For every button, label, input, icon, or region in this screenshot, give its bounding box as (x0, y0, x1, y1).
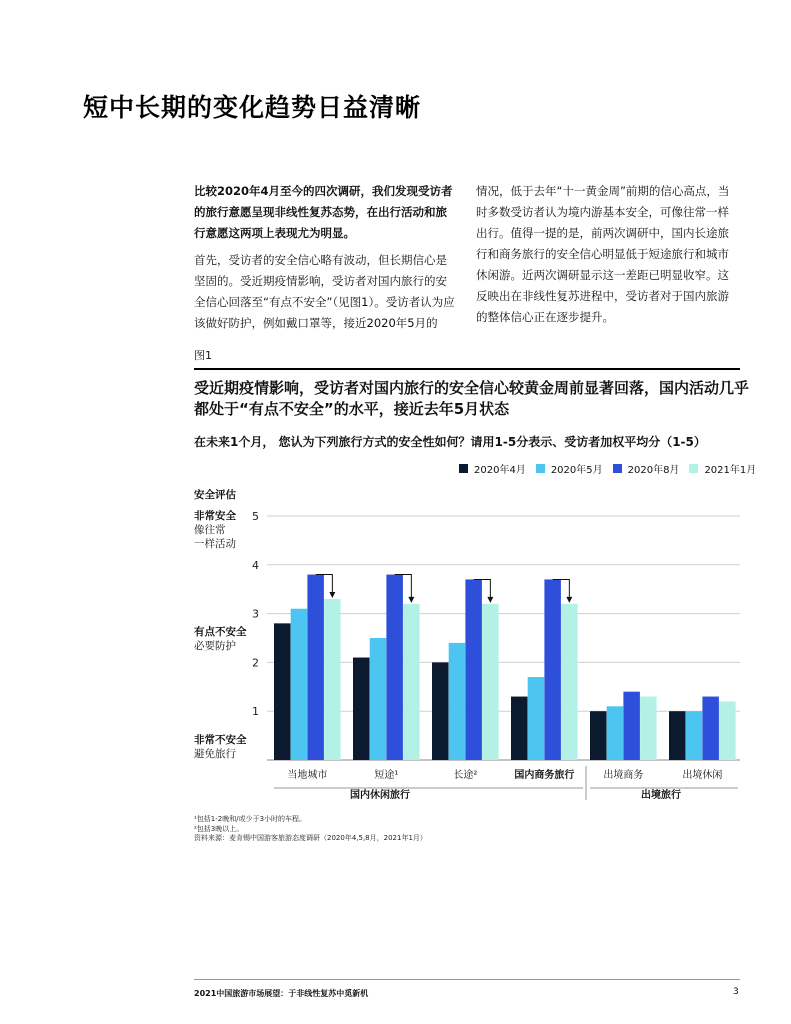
bar (702, 697, 719, 760)
bar (465, 579, 482, 760)
bar (386, 575, 403, 760)
bar (719, 701, 736, 760)
decline-arrowhead (408, 597, 414, 603)
legend-label: 2020年5月 (550, 465, 603, 476)
x-category-label: 短途¹ (374, 770, 399, 781)
footnote-2: ²包括3晚以上。 (194, 824, 244, 833)
bar (686, 711, 703, 760)
body-paragraph-right: 情况，低于去年“十一黄金周”前期的信心高点，当时多数受访者认为境内游基本安全，可像往常一样出行。值得一提的是，前两次调研中，国内长途旅行和商务旅行的安全信心明显低于短途旅行和城市休闲游。近两次调研显示这一差距已明显收窄。这反映出在非线性复苏进程中，受访者对于国内旅游的整体信心正在逐步提升。 (476, 184, 730, 324)
bar (544, 579, 561, 760)
footnotes (194, 815, 427, 844)
body-paragraph-left: 首先，受访者的安全信心略有波动，但长期信心是坚固的。受近期疫情影响，受访者对国内旅行的安全信心回落至“有点不安全”（见图1）。受访者认为应该做好防护，例如戴口罩等，接近2020年5月的 (194, 253, 455, 330)
footnote-1: ¹包括1-2晚和/或少于3小时的车程。 (194, 815, 307, 823)
x-category-label: 长途² (453, 770, 478, 781)
lead-paragraph: 比较2020年4月至今的四次调研，我们发现受访者的旅行意愿呈现非线性复苏态势，在出行活动和旅行意愿这两项上表现尤为明显。 (194, 184, 453, 240)
y-axis-group-title: 安全评估 (194, 489, 236, 501)
x-category-label: 出境休闲 (682, 770, 723, 781)
page-title: 短中长期的变化趋势日益清晰 (83, 93, 422, 122)
bar (640, 697, 657, 760)
bar (324, 599, 341, 760)
bar (482, 604, 499, 760)
y-tick-label: 3 (252, 607, 259, 621)
source-note: 资料来源：麦肯锡中国游客旅游态度调研（2020年4,5,8月，2021年1月） (194, 834, 427, 842)
y-label-very-unsafe-title: 非常不安全 (194, 734, 247, 746)
bar (291, 609, 308, 760)
x-category-label: 国内商务旅行 (514, 770, 575, 781)
bar (403, 604, 420, 760)
y-label-very-safe-title: 非常安全 (194, 510, 236, 522)
decline-arrowhead (487, 597, 493, 603)
bar (669, 711, 686, 760)
group-label-domestic-leisure: 国内休闲旅行 (350, 790, 410, 801)
page-number: 3 (733, 987, 739, 997)
y-tick-label: 2 (252, 656, 259, 670)
bar (607, 706, 624, 760)
footer-title: 2021中国旅游市场展望：于非线性复苏中觅新机 (194, 989, 369, 998)
legend-label: 2020年4月 (474, 465, 526, 476)
bar (370, 638, 387, 760)
figure-label: 图1 (194, 349, 212, 362)
bar (432, 662, 449, 760)
y-tick-label: 4 (252, 558, 259, 572)
y-tick-label: 1 (252, 705, 259, 719)
decline-arrowhead (329, 592, 335, 598)
figure-subtitle: 在未来1个月， 您认为下列旅行方式的安全性如何？请用1-5分表示、受访者加权平均分（1-5） (194, 435, 706, 449)
bar (561, 604, 578, 760)
y-label-somewhat-unsafe-title: 有点不安全 (194, 626, 247, 638)
bar (274, 623, 291, 760)
bar (307, 575, 324, 760)
y-label-very-safe-sub: 像往常 一样活动 (194, 524, 236, 550)
bar (353, 658, 370, 760)
legend-label: 2020年8月 (627, 465, 680, 476)
bar (623, 692, 640, 760)
y-label-somewhat-unsafe-sub: 必要防护 (194, 640, 236, 652)
bar (590, 711, 607, 760)
figure-title: 受近期疫情影响，受访者对国内旅行的安全信心较黄金周前显著回落，国内活动几乎都处于“有点不安全”的水平，接近去年5月状态 (194, 379, 750, 418)
y-tick-label: 5 (252, 510, 259, 523)
x-category-label: 当地城市 (287, 770, 328, 781)
bar (511, 697, 528, 760)
group-label-outbound: 出境旅行 (641, 790, 681, 801)
y-label-very-unsafe-sub: 避免旅行 (194, 748, 236, 760)
bar (449, 643, 466, 760)
footer-divider (194, 979, 740, 980)
x-category-label: 出境商务 (603, 770, 644, 781)
decline-arrowhead (566, 597, 572, 603)
legend-label: 2021年1月 (704, 465, 757, 476)
bar (528, 677, 545, 760)
